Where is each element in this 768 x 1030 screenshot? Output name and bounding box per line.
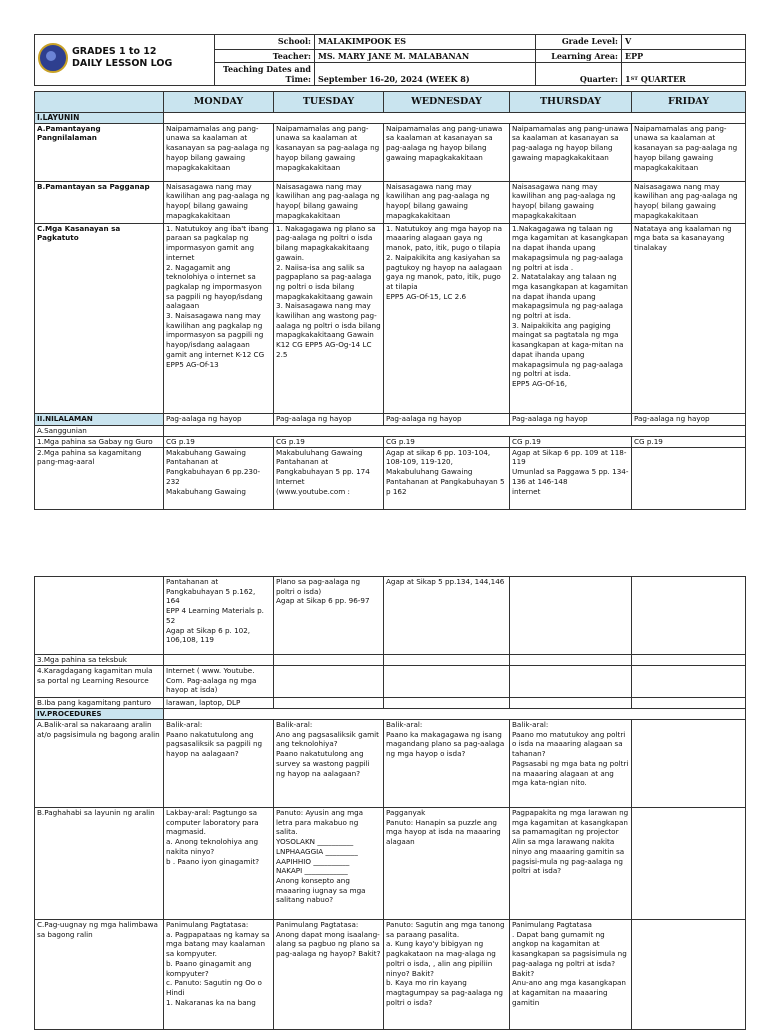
day-thursday: THURSDAY xyxy=(510,92,632,113)
cell-ph-tue: Panuto: Ayusin ang mga letra para makabuo ng salita. YOSOLAKN __________ LNPHAAGGIA _________ AAPIHHIO __________ NAKAPI ____________ Anong konsepto ang maaaring iugnay sa mga salitang nabuo? xyxy=(274,808,384,920)
quarter-word: QUARTER xyxy=(637,74,686,84)
row-label-pamantayang-pangnilalaman: A.Pamantayang Pangnilalaman xyxy=(35,123,164,181)
cell-kr-mon: Internet ( www. Youtube. Com. Pag-aalaga ng mga hayop at isda) xyxy=(164,666,274,698)
procedures-fill xyxy=(164,709,746,720)
cell-ph-thu: Pagpapakita ng mga larawan ng mga kagamitan at kasangkapan sa pamamagitan ng projector Alin sa mga larawang nakita ninyo ang maaaring gamitin sa pagsisi-mula ng pag-aalaga ng poltri at isda? xyxy=(510,808,632,920)
lesson-table-part1 xyxy=(34,91,746,510)
cell-cont-wed: Agap at Sikap 5 pp.134, 144,146 xyxy=(384,577,510,655)
cell-kr-tue xyxy=(274,666,384,698)
row-label-karagdagang: 4.Karagdagang kagamitan mula sa portal ng Learning Resource xyxy=(35,666,164,698)
cell-t-thu xyxy=(510,655,632,666)
cell-a-wed: Naipamamalas ang pang-unawa sa kaalaman at kasanayan sa pag-aalaga ng hayop bilang gawaing mapagkakakitaan xyxy=(384,123,510,181)
teacher-value: MS. MARY JANE M. MALABANAN xyxy=(315,50,536,63)
cell-b-wed: Naisasagawa nang may kawilihan ang pag-aalaga ng hayop( bilang gawaing mapagkakakitaan xyxy=(384,181,510,223)
row-label-kasanayan: C.Mga Kasanayan sa Pagkatuto xyxy=(35,223,164,413)
day-tuesday: TUESDAY xyxy=(274,92,384,113)
corner-cell xyxy=(35,92,164,113)
cell-kr-fri xyxy=(632,666,746,698)
cell-ba-thu: Balik-aral: Paano mo matutukoy ang poltri o isda na maaaring alagaan sa tahanan? Pagsasabi ng mga bata ng poltri na maaaring alagaan at ang mga kata-ngian nito. xyxy=(510,720,632,808)
cell-k-wed: Agap at sikap 6 pp. 103-104, 108-109, 119-120, Makabuluhang Gawaing Pantahanan at Pangkabuhayan 5 p 162 xyxy=(384,447,510,509)
area-value: EPP xyxy=(622,50,746,63)
cell-t-tue xyxy=(274,655,384,666)
cell-b-thu: Naisasagawa nang may kawilihan ang pag-aalaga ng hayop( bilang gawaing mapagkakakitaan xyxy=(510,181,632,223)
dates-value: September 16-20, 2024 (WEEK 8) xyxy=(315,63,536,86)
cell-a-thu: Naipamamalas ang pang-unawa sa kaalaman at kasanayan sa pag-aalaga ng hayop bilang gawaing mapagkakakitaan xyxy=(510,123,632,181)
row-label-paghahabi: B.Paghahabi sa layunin ng aralin xyxy=(35,808,164,920)
cell-g-fri: CG p.19 xyxy=(632,436,746,447)
teacher-label: Teacher: xyxy=(215,50,315,63)
grade-value: V xyxy=(622,35,746,50)
cell-kr-wed xyxy=(384,666,510,698)
cell-g-thu: CG p.19 xyxy=(510,436,632,447)
cell-c-wed: 1. Natutukoy ang mga hayop na maaaring alagaan gaya ng manok, pato, itik, pugo o tilapia 2. Naipakikita ang kasiyahan sa pagtukoy ng hayop na aalagaan gaya ng manok, pato, itik, pugo at tilapia EPP5 AG-Of-15, LC 2.6 xyxy=(384,223,510,413)
cell-k-thu: Agap at Sikap 6 pp. 109 at 118-119 Umunlad sa Paggawa 5 pp. 134-136 at 146-148 internet xyxy=(510,447,632,509)
cell-a-tue: Naipamamalas ang pang-unawa sa kaalaman at kasanayan sa pag-aalaga ng hayop bilang gawaing mapagkakakitaan xyxy=(274,123,384,181)
cell-ba-tue: Balik-aral: Ano ang pagsasaliksik gamit ang teknolohiya? Paano nakatutulong ang survey sa wastong pagpili ng hayop na aalagaan? xyxy=(274,720,384,808)
cell-i-fri xyxy=(632,698,746,709)
section-layunin: I.LAYUNIN xyxy=(35,113,164,124)
cell-ph-mon: Lakbay-aral: Pagtungo sa computer laboratory para magmasid. a. Anong teknolohiya ang nakita ninyo? b . Paano iyon ginagamit? xyxy=(164,808,274,920)
row-label-pamantayan-pagganap: B.Pamantayan sa Pagganap xyxy=(35,181,164,223)
cell-i-tue xyxy=(274,698,384,709)
cell-ph-fri xyxy=(632,808,746,920)
cell-n-fri: Pag-aalaga ng hayop xyxy=(632,413,746,425)
dates-label: Teaching Dates and Time: xyxy=(215,63,315,86)
title-line2: DAILY LESSON LOG xyxy=(72,58,173,69)
cell-a-fri: Naipamamalas ang pang-unawa sa kaalaman at kasanayan sa pag-aalaga ng hayop bilang gawaing mapagkakakitaan xyxy=(632,123,746,181)
quarter-label: Quarter: xyxy=(536,63,622,86)
day-wednesday: WEDNESDAY xyxy=(384,92,510,113)
cell-pu-mon: Panimulang Pagtatasa: a. Pagpapataas ng kamay sa mga batang may kaalaman sa kompyuter. b. Paano ginagamit ang kompyuter? c. Panuto: Sagutin ng Oo o Hindi 1. Nakaranas ka na bang xyxy=(164,920,274,1030)
cont-label xyxy=(35,577,164,655)
cell-ba-fri xyxy=(632,720,746,808)
cell-t-mon xyxy=(164,655,274,666)
cell-ph-wed: Pagganyak Panuto: Hanapin sa puzzle ang mga hayop at isda na maaaring alagaan xyxy=(384,808,510,920)
cell-t-wed xyxy=(384,655,510,666)
grade-label: Grade Level: xyxy=(536,35,622,50)
cell-c-mon: 1. Natutukoy ang iba't ibang paraan sa pagkalap ng impormasyon gamit ang internet 2. Nagagamit ang teknolohiya o internet sa pagkalap ng impormasyon sa pagpili ng hayop/isdang aalagaan 3. Naisasagawa nang may kawilihan ang pagkalap ng impormasyon sa pagpili ng hayop/isdang aalagaan gamit ang internet K-12 CG EPP5 AG-Of-13 xyxy=(164,223,274,413)
sanggunian-fill xyxy=(164,425,746,436)
cell-n-tue: Pag-aalaga ng hayop xyxy=(274,413,384,425)
title-line1: GRADES 1 to 12 xyxy=(72,46,157,57)
cell-g-wed: CG p.19 xyxy=(384,436,510,447)
cell-pu-fri xyxy=(632,920,746,1030)
header-table xyxy=(34,34,746,86)
row-label-teksbuk: 3.Mga pahina sa teksbuk xyxy=(35,655,164,666)
cell-pu-thu: Panimulang Pagtatasa . Dapat bang gumamit ng angkop na kagamitan at kasangkapan sa pagsisimula ng pag-aalaga ng poltri at isda? Bakit? Anu-ano ang mga kasangkapan at kagamitan na maaaring gamitin xyxy=(510,920,632,1030)
cell-n-mon: Pag-aalaga ng hayop xyxy=(164,413,274,425)
row-label-gabay: 1.Mga pahina sa Gabay ng Guro xyxy=(35,436,164,447)
cell-cont-thu xyxy=(510,577,632,655)
quarter-number: 1 xyxy=(625,74,631,84)
cell-kr-thu xyxy=(510,666,632,698)
cell-k-tue: Makabuluhang Gawaing Pantahanan at Pangkabuhayan 5 pp. 174 Internet (www.youtube.com : xyxy=(274,447,384,509)
cell-c-fri: Natataya ang kaalaman ng mga bata sa kasanayang tinalakay xyxy=(632,223,746,413)
cell-i-thu xyxy=(510,698,632,709)
quarter-value xyxy=(622,63,746,86)
cell-i-mon: larawan, laptop, DLP xyxy=(164,698,274,709)
cell-n-wed: Pag-aalaga ng hayop xyxy=(384,413,510,425)
row-label-kagamitang: 2.Mga pahina sa kagamitang pang-mag-aaral xyxy=(35,447,164,509)
cell-b-mon: Naisasagawa nang may kawilihan ang pag-aalaga ng hayop( bilang gawaing mapagkakakitaan xyxy=(164,181,274,223)
quarter-superscript: ST xyxy=(630,76,638,82)
row-label-iba-pang: B.Iba pang kagamitang panturo xyxy=(35,698,164,709)
cell-a-mon: Naipamamalas ang pang-unawa sa kaalaman at kasanayan sa pag-aalaga ng hayop bilang gawaing mapagkakakitaan xyxy=(164,123,274,181)
school-label: School: xyxy=(215,35,315,50)
section-layunin-fill xyxy=(164,113,746,124)
cell-i-wed xyxy=(384,698,510,709)
cell-pu-tue: Panimulang Pagtatasa: Anong dapat mong isaalang-alang sa pagbuo ng plano sa pag-aalaga ng hayop? Bakit? xyxy=(274,920,384,1030)
cell-g-mon: CG p.19 xyxy=(164,436,274,447)
cell-ba-mon: Balik-aral: Paano nakatutulong ang pagsasaliksik sa pagpili ng hayop na aalagaan? xyxy=(164,720,274,808)
cell-n-thu: Pag-aalaga ng hayop xyxy=(510,413,632,425)
day-monday: MONDAY xyxy=(164,92,274,113)
lesson-table-part2 xyxy=(34,576,746,1030)
cell-cont-mon: Pantahanan at Pangkabuhayan 5 p.162, 164 EPP 4 Learning Materials p. 52 Agap at Sikap 6 p. 102, 106,108, 119 xyxy=(164,577,274,655)
day-friday: FRIDAY xyxy=(632,92,746,113)
school-value: MALAKIMPOOK ES xyxy=(315,35,536,50)
cell-cont-tue: Plano sa pag-aalaga ng poltri o isda) Agap at Sikap 6 pp. 96-97 xyxy=(274,577,384,655)
deped-seal-icon xyxy=(38,43,68,73)
cell-c-tue: 1. Nakagagawa ng plano sa pag-aalaga ng poltri o isda bilang mapagkakakitaang gawain. 2. Naiisa-isa ang salik sa pagpaplano sa pag-aalaga ng poltri o isda bilang mapagkakakitaang gawain 3. Naisasagawa nang may kawilihan ang wastong pag-aalaga ng poltri o isda bilang mapagkakakitaang Gawain K12 CG EPP5 AG-Og-14 LC 2.5 xyxy=(274,223,384,413)
cell-k-mon: Makabuhang Gawaing Pantahanan at Pangkabuhayan 6 pp.230-232 Makabuhang Gawaing xyxy=(164,447,274,509)
cell-ba-wed: Balik-aral: Paano ka makagagawa ng isang magandang plano sa pag-aalaga ng mga hayop o isda? xyxy=(384,720,510,808)
section-procedures: IV.PROCEDURES xyxy=(35,709,164,720)
cell-pu-wed: Panuto: Sagutin ang mga tanong sa paraang pasalita. a. Kung kayo'y bibigyan ng pagkakataon na mag-alaga ng poltri o isda, , alin ang pipiliin ninyo? Bakit? b. Kaya mo rin kayang magtagumpay sa pag-aalaga ng poltri o isda? xyxy=(384,920,510,1030)
cell-g-tue: CG p.19 xyxy=(274,436,384,447)
header-brand xyxy=(35,35,215,86)
cell-cont-fri xyxy=(632,577,746,655)
row-label-nilalaman: II.NILALAMAN xyxy=(35,413,164,425)
row-label-balik-aral: A.Balik-aral sa nakaraang aralin at/o pagsisimula ng bagong aralin xyxy=(35,720,164,808)
cell-t-fri xyxy=(632,655,746,666)
cell-b-tue: Naisasagawa nang may kawilihan ang pag-aalaga ng hayop( bilang gawaing mapagkakakitaan xyxy=(274,181,384,223)
cell-b-fri: Naisasagawa nang may kawilihan ang pag-aalaga ng hayop( bilang gawaing mapagkakakitaan xyxy=(632,181,746,223)
area-label: Learning Area: xyxy=(536,50,622,63)
cell-k-fri xyxy=(632,447,746,509)
cell-c-thu: 1.Nakagagawa ng talaan ng mga kagamitan at kasangkapan na dapat ihanda upang makapagsimula ng pag-aalaga ng poltri at isda . 2. Natatalakay ang talaan ng mga kasangkapan at kagamitan na dapat ihanda upang makapagsimula ng pag-aalaga ng poltri at isda. 3. Naipakikita ang pagiging maingat sa pagtatala ng mga kasangkapan at kaga-mitan na dapat ihanda upang makapagsimula ng pag-aalaga ng poltri at isda. EPP5 AG-Of-16, xyxy=(510,223,632,413)
row-label-pag-uugnay: C.Pag-uugnay ng mga halimbawa sa bagong ralin xyxy=(35,920,164,1030)
row-label-sanggunian: A.Sanggunian xyxy=(35,425,164,436)
